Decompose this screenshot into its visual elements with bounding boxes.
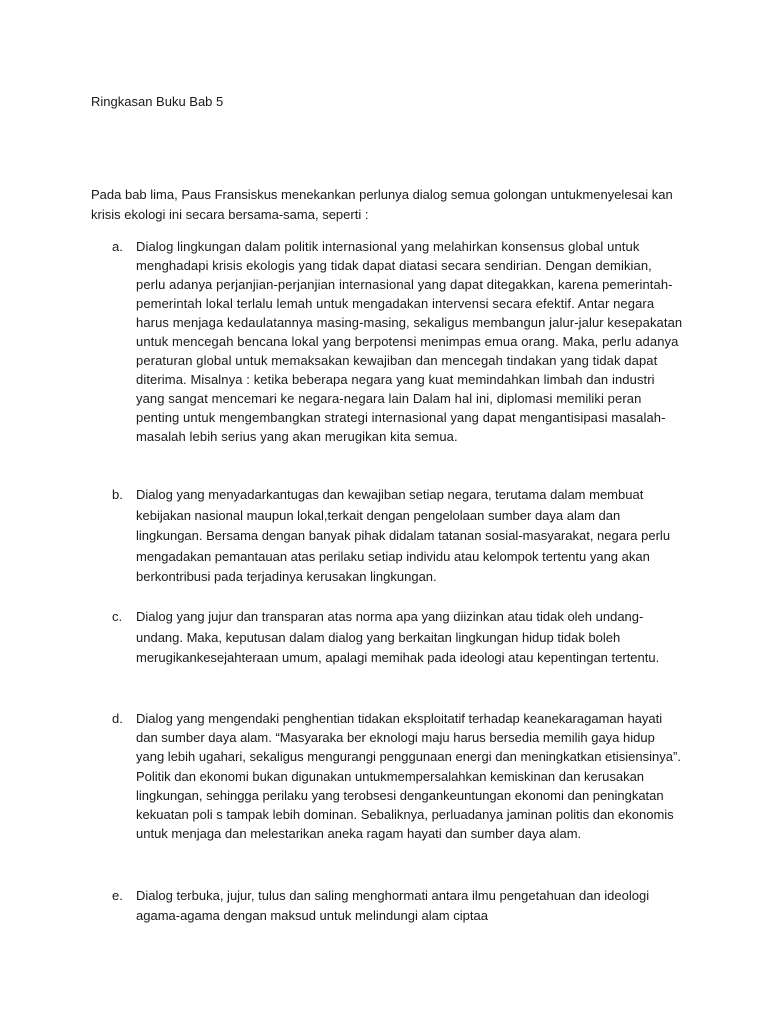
list-marker: a. — [112, 239, 123, 254]
list-marker: e. — [112, 888, 123, 903]
list-item-paragraph: Dialog yang mengendaki penghentian tidakan eksploitatif terhadap keanekaragaman hayati dan sumber daya alam. “Masyaraka ber eknologi maju harus bersedia memilih gaya hidup yang lebih ugahari, sekaligus mengurangi penggunaan energi dan meningkatkan etisiensinya”. — [136, 711, 681, 765]
list-item-body — [136, 607, 684, 669]
list-item-paragraph: Dialog yang jujur dan transparan atas norma apa yang diizinkan atau tidak oleh undang-undang. Maka, keputusan dalam dialog yang berkaitan lingkungan hidup tidak boleh merugikankesejahteraan umum, apalagi memihak pada ideologi atau kepentingan tertentu. — [136, 609, 660, 665]
intro-paragraph: Pada bab lima, Paus Fransiskus menekankan perlunya dialog semua golongan untukmenyelesai kan krisis ekologi ini secara bersama-sama, seperti : — [91, 187, 673, 222]
list-marker: c. — [112, 609, 123, 624]
list-item-paragraph: Dialog yang menyadarkantugas dan kewajiban setiap negara, terutama dalam membuat kebijakan nasional maupun lokal,terkait dengan pengelolaan sumber daya alam dan lingkungan. Bersama dengan banyak pihak didalam tatanan sosial-masyarakat, negara perlu mengadakan pemantauan atas perilaku setiap individu atau kelompok tertentu yang akan berkontribusi pada terjadinya kerusakan lingkungan. — [136, 487, 671, 584]
list-marker: b. — [112, 487, 123, 502]
list-item-paragraph: Politik dan ekonomi bukan digunakan untukmempersalahkan kemiskinan dan kerusakan lingkungan, sehingga perilaku yang terobsesi dengankeuntungan ekonomi dan peningkatan kekuatan poli s tampak lebih dominan. Sebaliknya, perluadanya jaminan politis dan ekonomis untuk menjaga dan melestarikan aneka ragam hayati dan sumber daya alam. — [136, 768, 674, 842]
document-title: Ringkasan Buku Bab 5 — [91, 94, 224, 109]
list-item-paragraph: Dialog terbuka, jujur, tulus dan saling menghormati antara ilmu pengetahuan dan ideologi agama-agama dengan maksud untuk melindungi alam ciptaa — [136, 888, 650, 923]
list-item-body — [136, 237, 684, 446]
list-item-paragraph: Dialog lingkungan dalam politik internasional yang melahirkan konsensus global untuk menghadapi krisis ekologis yang tidak dapat diatasi secara sendirian. Dengan demikian, perlu adanya perjanjian-perjanjian internasional yang dapat ditegakkan, karena pemerintah-pemerintah lokal terlalu lemah untuk mengadakan intervensi secara efektif. Antar negara harus menjaga kedaulatannya masing-masing, sekaligus membangun jalur-jalur kesepakatan untuk mencegah bencana lokal yang berpotensi menimpas emua orang. Maka, perlu adanya peraturan global untuk memaksakan kewajiban dan mencegah tindakan yang tidak dapat diterima. Misalnya : ketika beberapa negara yang kuat memindahkan limbah dan industri yang sangat mencemari ke negara-negara lain Dalam hal ini, diplomasi memiliki peran penting untuk mengembangkan strategi internasional yang dapat mengantisipasi masalah-masalah lebih serius yang akan merugikan kita semua. — [136, 239, 683, 444]
list-marker: d. — [112, 711, 123, 726]
list-item-body — [136, 886, 684, 925]
list-item-body — [136, 485, 684, 588]
list-item-body — [136, 709, 684, 843]
